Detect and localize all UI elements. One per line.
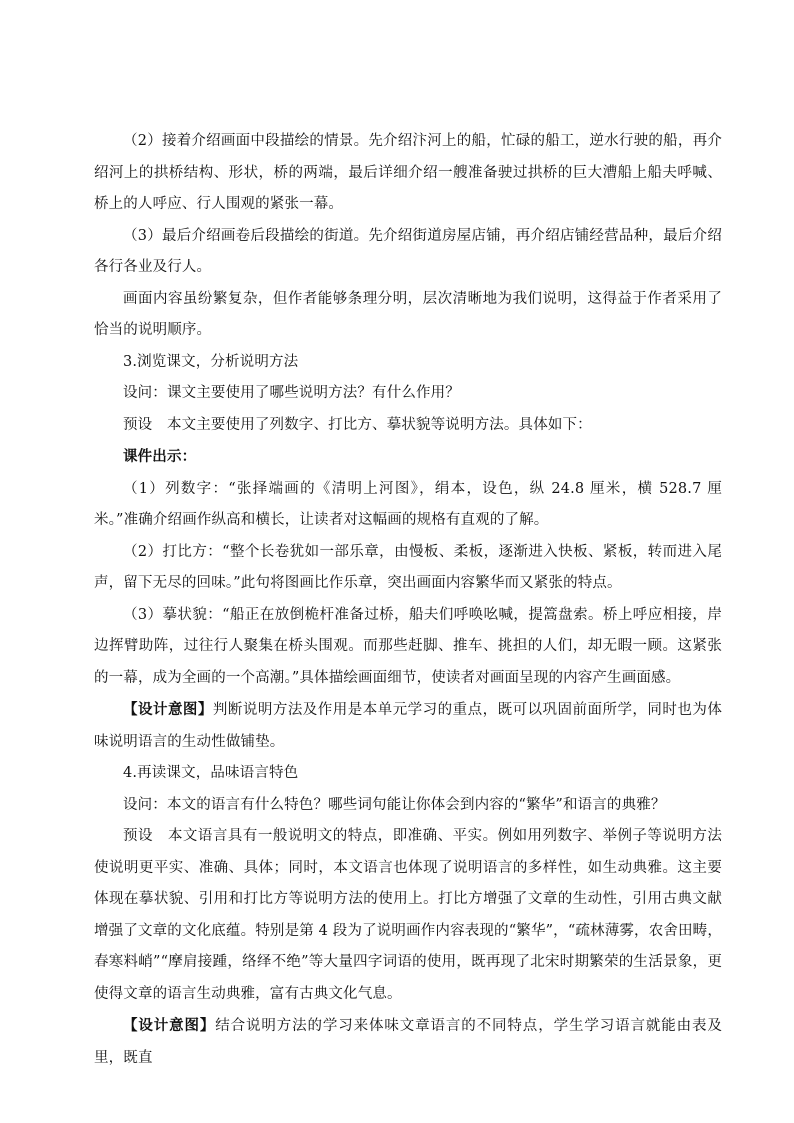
answer-p6 xyxy=(94,410,722,442)
paragraph-p8 xyxy=(94,474,722,537)
paragraph-p1 xyxy=(94,126,722,221)
bold-lead: 【设计意图】 xyxy=(123,1017,216,1034)
paragraph-p9 xyxy=(94,537,722,600)
courseware-label xyxy=(94,441,722,474)
answer-p14 xyxy=(94,821,722,1010)
paragraph-text: 预设 本文主要使用了列数字、打比方、摹状貌等说明方法。具体如下： xyxy=(123,416,592,433)
paragraph-p3 xyxy=(94,284,722,347)
document-body xyxy=(94,126,722,1074)
paragraph-text: （3）摹状貌：“船正在放倒桅杆准备过桥，船夫们呼唤吆喊，提篙盘索。桥上呼应相接，岸边挥臂助阵，过往行人聚集在桥头围观。而那些赶脚、推车、挑担的人们，却无暇一顾。这紧张的一幕，成为全画的一个高潮。”具体描绘画面细节，使读者对画面呈现的内容产生画面感。 xyxy=(94,606,722,686)
question-p5 xyxy=(94,378,722,410)
design-intent-p11 xyxy=(94,694,722,758)
paragraph-text: 3.浏览课文，分析说明方法 xyxy=(123,353,299,370)
design-intent-p15 xyxy=(94,1010,722,1074)
paragraph-text: （1）列数字：“张择端画的《清明上河图》，绢本，设色，纵 24.8 厘米，横 528.7 厘米。”准确介绍画作纵高和横长，让读者对这幅画的规格有直观的了解。 xyxy=(94,480,722,528)
question-p13 xyxy=(94,790,722,822)
bold-lead: 课件出示： xyxy=(123,448,197,465)
paragraph-text: 判断说明方法及作用是本单元学习的重点，既可以巩固前面所学，同时也为体味说明语言的生动性做铺垫。 xyxy=(94,702,722,750)
paragraph-text: 结合说明方法的学习来体味文章语言的不同特点，学生学习语言就能由表及里，既直 xyxy=(94,1018,722,1066)
section-heading-3 xyxy=(94,347,722,379)
paragraph-text: （3）最后介绍画卷后段描绘的街道。先介绍街道房屋店铺，再介绍店铺经营品种，最后介绍各行各业及行人。 xyxy=(94,227,722,275)
section-heading-4 xyxy=(94,758,722,790)
paragraph-p2 xyxy=(94,221,722,284)
paragraph-text: 预设 本文语言具有一般说明文的特点，即准确、平实。例如用列数字、举例子等说明方法使说明更平实、准确、具体；同时，本文语言也体现了说明语言的多样性，如生动典雅。这主要体现在摹状貌、引用和打比方等说明方法的使用上。打比方增强了文章的生动性，引用古典文献增强了文章的文化底蕴。特别是第 4 段为了说明画作内容表现的“繁华”，“疏林薄雾，农舍田畴，春寒料峭”“摩肩接踵，络绎不绝”等大量四字词语的使用，既再现了北宋时期繁荣的生活景象，更使得文章的语言生动典雅，富有古典文化气息。 xyxy=(94,828,722,1002)
paragraph-text: 设问：本文的语言有什么特色？哪些词句能让你体会到内容的“繁华”和语言的典雅？ xyxy=(123,796,666,813)
bold-lead: 【设计意图】 xyxy=(123,701,213,718)
paragraph-text: 4.再读课文，品味语言特色 xyxy=(123,765,299,781)
paragraph-text: 画面内容虽纷繁复杂，但作者能够条理分明，层次清晰地为我们说明，这得益于作者采用了恰当的说明顺序。 xyxy=(94,290,722,338)
paragraph-text: （2）接着介绍画面中段描绘的情景。先介绍汴河上的船，忙碌的船工，逆水行驶的船，再介绍河上的拱桥结构、形状，桥的两端，最后详细介绍一艘准备驶过拱桥的巨大漕船上船夫呼喊、桥上的人呼应、行人围观的紧张一幕。 xyxy=(94,133,722,212)
paragraph-p10 xyxy=(94,600,722,695)
paragraph-text: 设问：课文主要使用了哪些说明方法？有什么作用？ xyxy=(123,385,460,401)
paragraph-text: （2）打比方：“整个长卷犹如一部乐章，由慢板、柔板，逐渐进入快板、紧板，转而进入尾声，留下无尽的回味。”此句将图画比作乐章，突出画面内容繁华而又紧张的特点。 xyxy=(94,543,722,591)
